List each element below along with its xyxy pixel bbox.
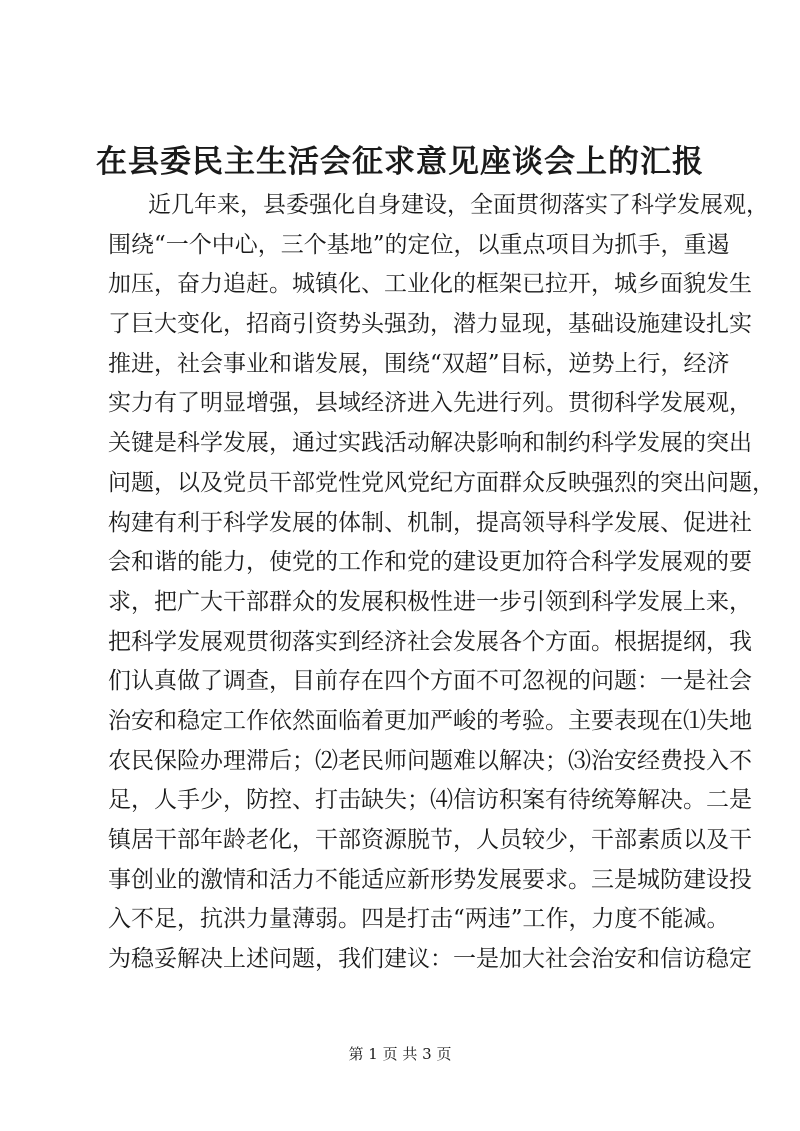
body-line: 农民保险办理滞后；⑵老民师问题难以解决；⑶治安经费投入不 bbox=[108, 747, 752, 774]
page-number-footer: 第 1 页 共 3 页 bbox=[348, 1045, 452, 1063]
body-line: 问题，以及党员干部党性党风党纪方面群众反映强烈的突出问题， bbox=[108, 469, 775, 496]
body-line: 关键是科学发展，通过实践活动解决影响和制约科学发展的突出 bbox=[108, 430, 752, 457]
body-line: 实力有了明显增强，县域经济进入先进行列。贯彻科学发展观， bbox=[108, 390, 752, 417]
document-body bbox=[108, 186, 775, 980]
body-line: 了巨大变化，招商引资势头强劲，潜力显现，基础设施建设扎实 bbox=[108, 311, 752, 338]
body-line: 推进，社会事业和谐发展，围绕“双超”目标，逆势上行，经济 bbox=[108, 350, 730, 377]
body-line: 治安和稳定工作依然面临着更加严峻的考验。主要表现在⑴失地 bbox=[108, 707, 752, 734]
body-line: 求，把广大干部群众的发展积极性进一步引领到科学发展上来， bbox=[108, 588, 752, 615]
body-line: 近几年来，县委强化自身建设，全面贯彻落实了科学发展观， bbox=[148, 192, 769, 218]
body-line: 们认真做了调查，目前存在四个方面不可忽视的问题：一是社会 bbox=[108, 668, 752, 695]
document-title: 在县委民主生活会征求意见座谈会上的汇报 bbox=[96, 144, 704, 180]
body-line: 构建有利于科学发展的体制、机制，提高领导科学发展、促进社 bbox=[108, 509, 752, 536]
body-line: 把科学发展观贯彻落实到经济社会发展各个方面。根据提纲，我 bbox=[108, 628, 752, 655]
body-line: 为稳妥解决上述问题，我们建议：一是加大社会治安和信访稳定 bbox=[108, 946, 752, 973]
body-line: 足，人手少，防控、打击缺失；⑷信访积案有待统筹解决。二是 bbox=[108, 787, 752, 814]
body-line: 事创业的激情和活力不能适应新形势发展要求。三是城防建设投 bbox=[108, 866, 752, 893]
body-line: 会和谐的能力，使党的工作和党的建设更加符合科学发展观的要 bbox=[108, 549, 752, 576]
body-line: 围绕“一个中心，三个基地”的定位，以重点项目为抓手，重遏 bbox=[108, 231, 730, 258]
body-line: 镇居干部年龄老化，干部资源脱节，人员较少，干部素质以及干 bbox=[108, 827, 752, 853]
body-line: 加压，奋力追赶。城镇化、工业化的框架已拉开，城乡面貌发生 bbox=[108, 271, 752, 298]
body-line: 入不足，抗洪力量薄弱。四是打击“两违”工作，力度不能减。 bbox=[108, 906, 730, 933]
